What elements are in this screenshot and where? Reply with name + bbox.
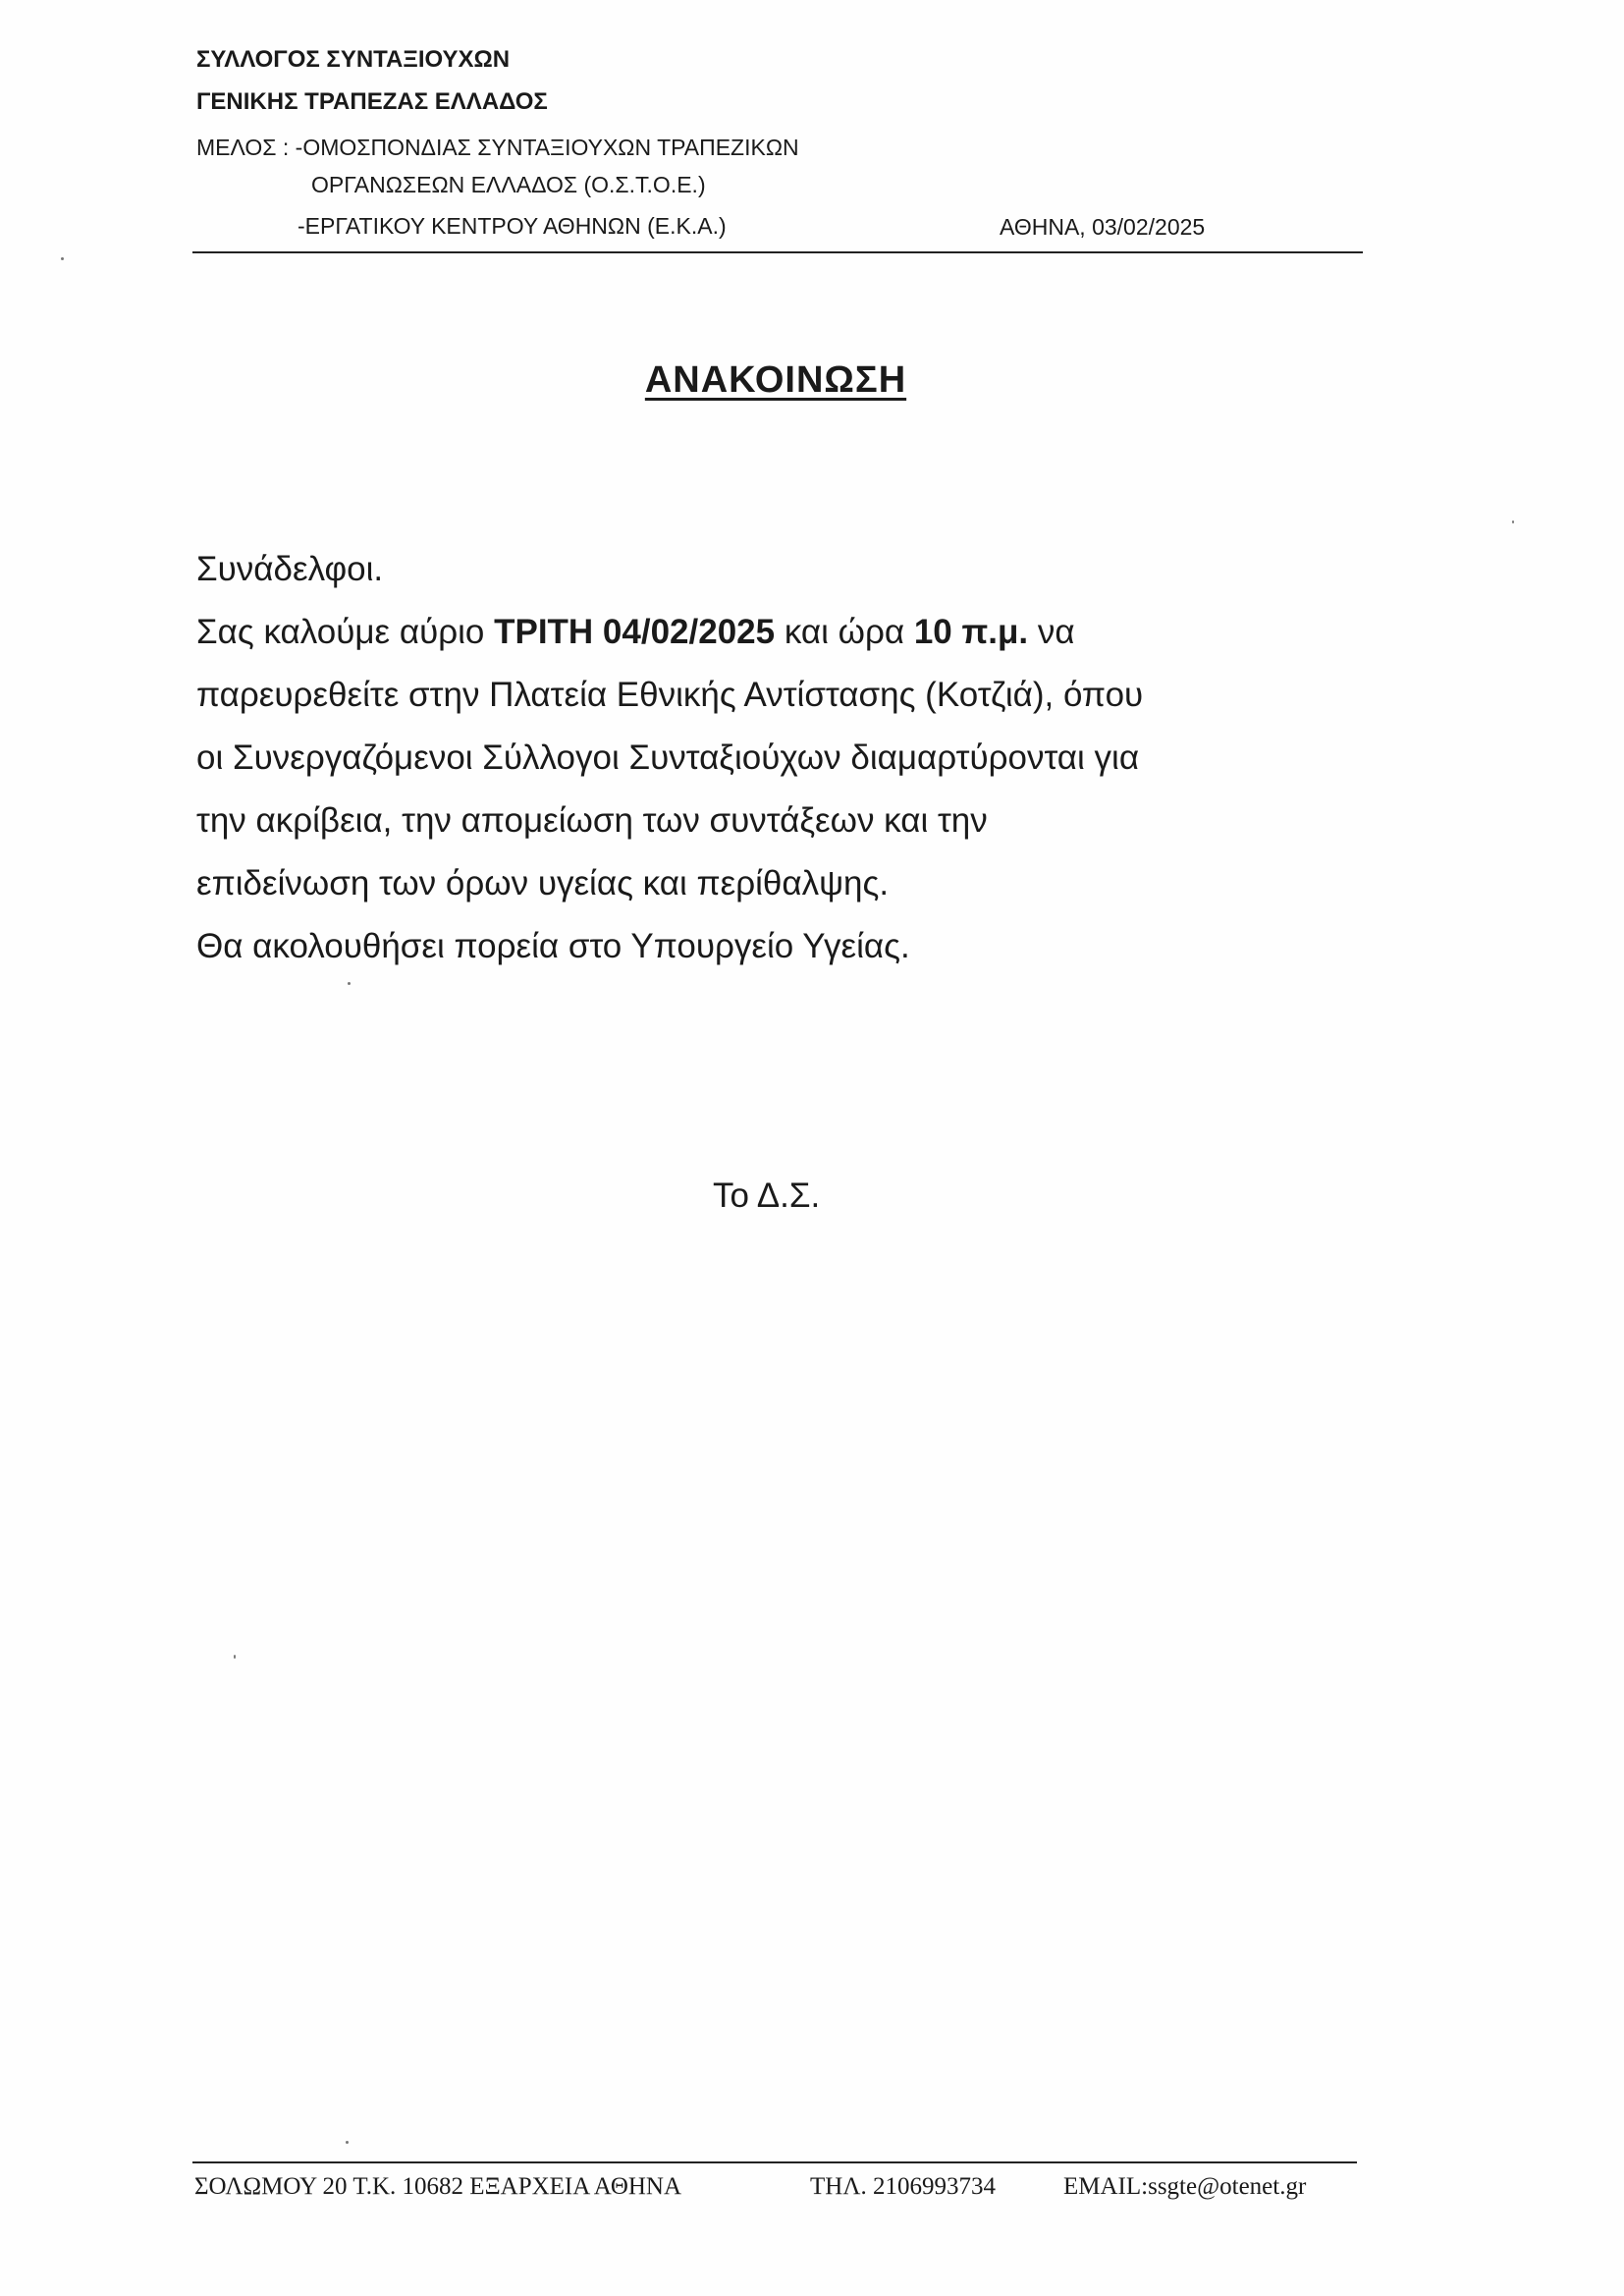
body-line-1-part: Σας καλούμε αύριο (196, 613, 495, 651)
scan-speck (61, 257, 64, 260)
body-line-1-part: να (1028, 613, 1075, 651)
footer-divider (192, 2161, 1357, 2163)
body-line-6: Θα ακολουθήσει πορεία στο Υπουργείο Υγείας. (196, 927, 910, 965)
header-divider (192, 251, 1363, 253)
announcement-body (196, 538, 1394, 978)
document-date: ΑΘΗΝΑ, 03/02/2025 (1000, 214, 1206, 240)
member-line-2: ΟΡΓΑΝΩΣΕΩΝ ΕΛΛΑΔΟΣ (Ο.Σ.Τ.Ο.Ε.) (311, 172, 706, 197)
announcement-title: ΑΝΑΚΟΙΝΩΣΗ (644, 359, 907, 401)
scan-speck (234, 1655, 236, 1659)
scan-speck (346, 2141, 349, 2144)
member-line-1: ΜΕΛΟΣ : -ΟΜΟΣΠΟΝΔΙΑΣ ΣΥΝΤΑΞΙΟΥΧΩΝ ΤΡΑΠΕΖΙΚΩΝ (196, 135, 799, 160)
body-line-5: επιδείνωση των όρων υγείας και περίθαλψης. (196, 864, 890, 902)
org-name-line-1: ΣΥΛΛΟΓΟΣ ΣΥΝΤΑΞΙΟΥΧΩΝ (196, 46, 511, 73)
greeting: Συνάδελφοι. (196, 550, 384, 588)
body-line-1-part: και ώρα (775, 613, 914, 651)
signature: Το Δ.Σ. (713, 1176, 821, 1215)
org-name-line-2: ΓΕΝΙΚΗΣ ΤΡΑΠΕΖΑΣ ΕΛΛΑΔΟΣ (196, 88, 548, 115)
event-day-date: ΤΡΙΤΗ 04/02/2025 (494, 613, 776, 651)
footer-address: ΣΟΛΩΜΟΥ 20 Τ.Κ. 10682 ΕΞΑΡΧΕΙΑ ΑΘΗΝΑ (194, 2173, 682, 2200)
body-line-2: παρευρεθείτε στην Πλατεία Εθνικής Αντίστασης (Κοτζιά), όπου (196, 676, 1144, 714)
body-line-3: οι Συνεργαζόμενοι Σύλλογοι Συνταξιούχων διαμαρτύρονται για (196, 738, 1140, 777)
member-line-3: -ΕΡΓΑΤΙΚΟΥ ΚΕΝΤΡΟΥ ΑΘΗΝΩΝ (Ε.Κ.Α.) (298, 213, 727, 239)
footer-phone: ΤΗΛ. 2106993734 (810, 2173, 996, 2200)
scan-speck (348, 982, 351, 985)
event-time: 10 π.μ. (913, 613, 1029, 651)
body-line-4: την ακρίβεια, την απομείωση των συντάξεων και την (196, 801, 988, 840)
footer-email: EMAIL:ssgte@otenet.gr (1063, 2173, 1307, 2200)
scan-speck (1512, 520, 1514, 523)
body-line-1 (196, 601, 1394, 664)
